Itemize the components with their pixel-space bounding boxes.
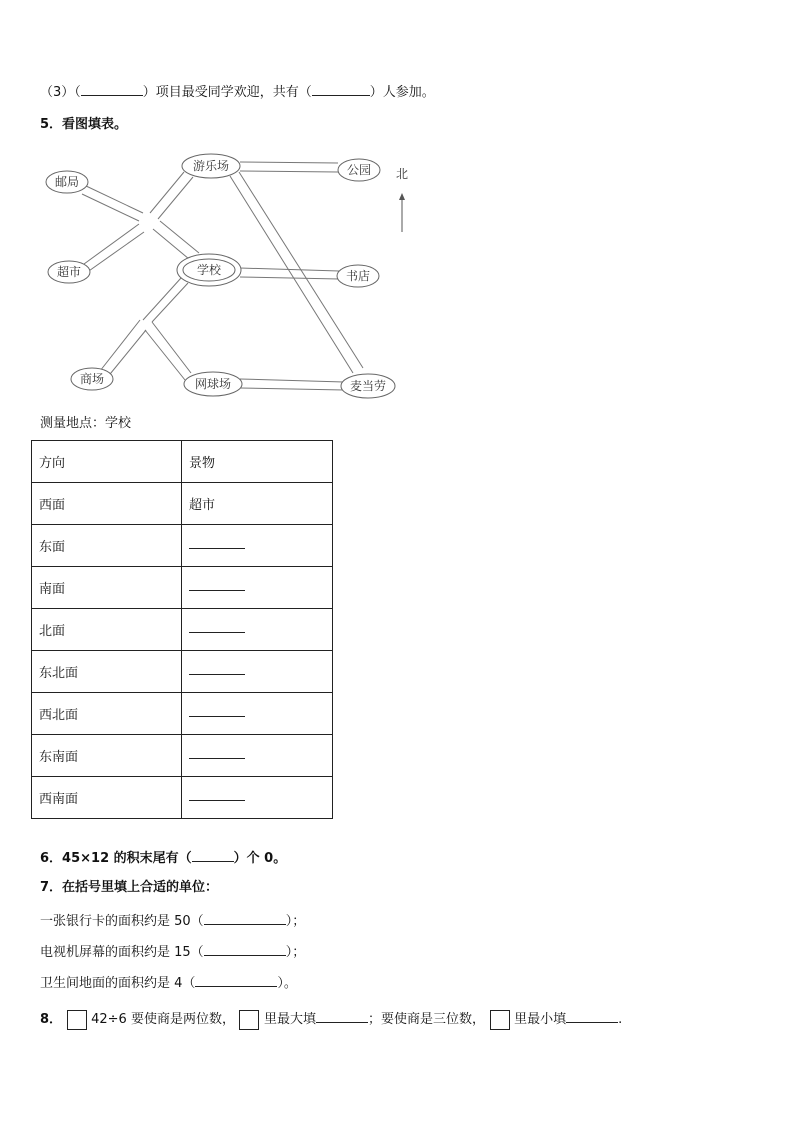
north-arrow-icon xyxy=(399,193,405,232)
table-row xyxy=(32,777,333,819)
row-direction: 东北面 xyxy=(32,651,182,693)
q7-l3-suffix: ）。 xyxy=(277,976,297,991)
q8-t5: . xyxy=(618,1012,623,1027)
answer-blank[interactable] xyxy=(192,848,234,862)
row-answer-cell[interactable] xyxy=(182,693,333,735)
answer-box[interactable] xyxy=(239,1010,259,1030)
row-direction: 西面 xyxy=(32,483,182,525)
q7-line-2 xyxy=(40,942,305,962)
row-direction: 东南面 xyxy=(32,735,182,777)
q7-l1-suffix: ）； xyxy=(285,914,306,929)
table-row xyxy=(32,525,333,567)
q7-l2-prefix: 电视机屏幕的面积约是 15（ xyxy=(40,945,204,960)
q4-3-suffix: ）人参加。 xyxy=(369,85,435,100)
table-row xyxy=(32,651,333,693)
label-bookstore: 书店 xyxy=(345,269,371,283)
q8-num: 8． xyxy=(40,1012,63,1027)
answer-blank[interactable] xyxy=(204,911,286,925)
label-post-office: 邮局 xyxy=(54,175,80,189)
row-answer-cell[interactable] xyxy=(182,651,333,693)
row-direction: 东面 xyxy=(32,525,182,567)
q7-line-1 xyxy=(40,911,305,931)
direction-table xyxy=(31,440,333,819)
q4-3-line xyxy=(40,82,435,102)
table-row xyxy=(32,693,333,735)
table-row xyxy=(32,609,333,651)
answer-blank[interactable] xyxy=(189,622,245,633)
q6-line xyxy=(40,848,286,868)
q4-3-prefix: （3）（ xyxy=(40,85,81,100)
answer-blank[interactable] xyxy=(189,664,245,675)
q5-title: 5．看图填表。 xyxy=(40,117,128,132)
answer-blank[interactable] xyxy=(189,748,245,759)
answer-blank[interactable] xyxy=(189,538,245,549)
answer-blank[interactable] xyxy=(81,82,143,96)
row-direction: 南面 xyxy=(32,567,182,609)
q8-t1: 42÷6 要使商是两位数， xyxy=(91,1012,235,1027)
answer-blank[interactable] xyxy=(195,973,277,987)
row-direction: 西南面 xyxy=(32,777,182,819)
answer-blank[interactable] xyxy=(316,1009,368,1023)
q4-3-mid: ）项目最受同学欢迎，共有（ xyxy=(142,85,312,100)
row-answer-cell[interactable] xyxy=(182,525,333,567)
table-row xyxy=(32,735,333,777)
q8-t3: ；要使商是三位数， xyxy=(368,1012,486,1027)
q7-l3-prefix: 卫生间地面的面积约是 4（ xyxy=(40,976,196,991)
row-answer-cell[interactable] xyxy=(182,735,333,777)
q7-l1-prefix: 一张银行卡的面积约是 50（ xyxy=(40,914,204,929)
answer-blank[interactable] xyxy=(189,580,245,591)
label-amusement-park: 游乐场 xyxy=(192,159,230,173)
header-direction: 方向 xyxy=(32,441,182,483)
answer-box[interactable] xyxy=(67,1010,87,1030)
label-supermarket: 超市 xyxy=(56,265,82,279)
q6-prefix: 6．45×12 的积末尾有（ xyxy=(40,851,192,866)
q7-title: 7．在括号里填上合适的单位： xyxy=(40,880,219,895)
measure-label: 测量地点：学校 xyxy=(40,416,132,431)
answer-blank[interactable] xyxy=(566,1009,618,1023)
answer-blank[interactable] xyxy=(189,790,245,801)
header-scenery: 景物 xyxy=(182,441,333,483)
table-row xyxy=(32,483,333,525)
answer-blank[interactable] xyxy=(312,82,370,96)
table-row xyxy=(32,567,333,609)
label-park: 公园 xyxy=(346,163,372,177)
q7-line-3 xyxy=(40,973,297,993)
row-scenery: 超市 xyxy=(182,483,333,525)
row-answer-cell[interactable] xyxy=(182,609,333,651)
q8-line xyxy=(40,1009,622,1031)
north-label: 北 xyxy=(395,167,409,181)
row-answer-cell[interactable] xyxy=(182,777,333,819)
answer-box[interactable] xyxy=(490,1010,510,1030)
label-mall: 商场 xyxy=(79,372,105,386)
answer-blank[interactable] xyxy=(204,942,286,956)
label-mcdonalds: 麦当劳 xyxy=(349,379,387,393)
row-direction: 北面 xyxy=(32,609,182,651)
q8-t4: 里最小填 xyxy=(514,1012,567,1027)
row-direction: 西北面 xyxy=(32,693,182,735)
q7-l2-suffix: ）； xyxy=(285,945,306,960)
q6-suffix: ）个 0。 xyxy=(233,851,287,866)
label-school: 学校 xyxy=(196,263,222,277)
row-answer-cell[interactable] xyxy=(182,567,333,609)
direction-map xyxy=(36,146,416,408)
q8-t2: 里最大填 xyxy=(264,1012,317,1027)
label-tennis-court: 网球场 xyxy=(194,377,232,391)
answer-blank[interactable] xyxy=(189,706,245,717)
table-header-row xyxy=(32,441,333,483)
